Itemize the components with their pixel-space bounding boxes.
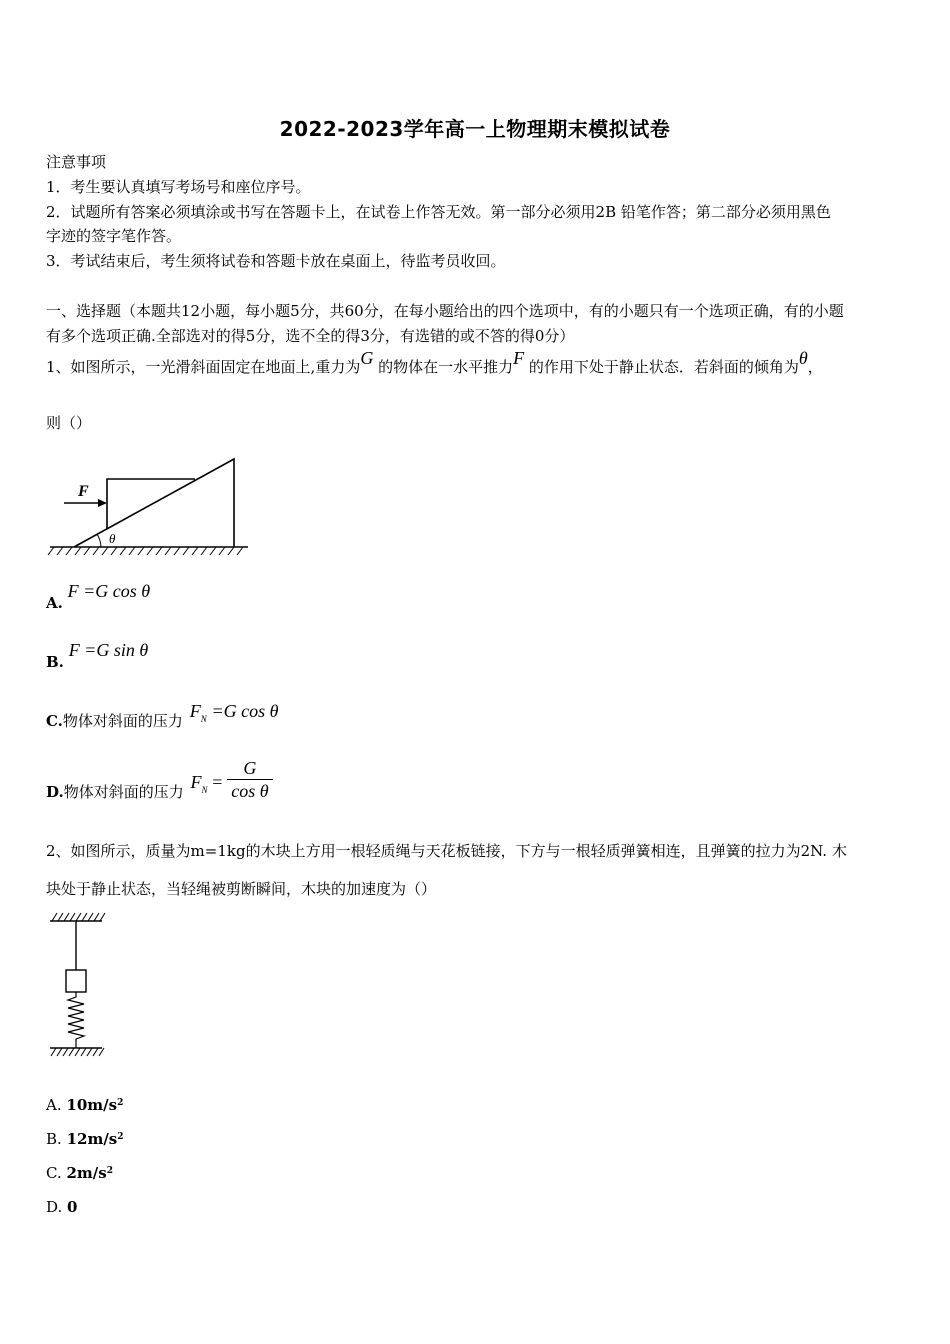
- q1-option-c-label: C.: [46, 712, 63, 730]
- section-heading-line1: 一、选择题（本题共12小题，每小题5分，共60分，在每小题给出的四个选项中，有的小题只有一个选项正确，有的小题: [46, 302, 844, 320]
- q1-option-a-label: A.: [46, 594, 63, 612]
- q1-var-g: G: [360, 348, 374, 368]
- q1-option-c-prefix: 物体对斜面的压力: [62, 712, 183, 730]
- q1-text-3: 的作用下处于静止状态．若斜面的倾角为: [528, 358, 799, 376]
- q1-var-theta: θ: [798, 348, 808, 368]
- q1-option-b-formula: F =G sin θ: [68, 640, 149, 660]
- q1-option-b[interactable]: [46, 639, 149, 671]
- q1-incline-figure: [46, 452, 256, 558]
- notice-item-3: 3．考试结束后，考生须将试卷和答题卡放在桌面上，待监考员收回。: [46, 252, 506, 270]
- q1-option-a-formula: F =G cos θ: [67, 581, 151, 601]
- q1-text-2: 的物体在一水平推力: [378, 358, 514, 376]
- q2-option-a[interactable]: [46, 1094, 123, 1116]
- q2-option-b[interactable]: [46, 1128, 124, 1150]
- q2-option-c-value: 2m/s: [66, 1164, 107, 1182]
- notice-heading: 注意事项: [46, 153, 107, 171]
- q2-option-d-label: D.: [46, 1198, 63, 1216]
- q1-option-d-fn-sub: N: [201, 784, 208, 795]
- notice-item-2: 2．试题所有答案必须填涂或书写在答题卡上，在试卷上作答无效。第一部分必须用2B 铅笔作答；第二部分必须用黑色: [46, 203, 831, 221]
- q2-option-b-value: 12m/s: [66, 1130, 118, 1148]
- q2-option-b-sup: 2: [117, 1132, 124, 1142]
- q2-option-d[interactable]: [46, 1196, 77, 1218]
- q1-option-d-denominator: cos θ: [231, 781, 269, 801]
- q2-option-c[interactable]: [46, 1162, 113, 1184]
- notice-item-1: 1．考生要认真填写考场号和座位序号。: [46, 178, 311, 196]
- q2-stem-line1: 2、如图所示，质量为m=1kg的木块上方用一根轻质绳与天花板链接，下方与一根轻质弹簧相连，且弹簧的拉力为2N. 木: [46, 842, 847, 860]
- q1-text-4: ，: [807, 358, 823, 376]
- q2-option-c-label: C.: [46, 1164, 62, 1182]
- q2-option-c-sup: 2: [106, 1166, 113, 1176]
- q1-stem: [46, 348, 823, 378]
- q2-option-d-value: 0: [67, 1198, 78, 1216]
- q1-option-d[interactable]: D.物体对斜面的压力 $F_N$ = $\frac{G}{\text{cos θ}}$: [46, 757, 273, 802]
- q1-text-1: 1、如图所示，一光滑斜面固定在地面上,重力为: [46, 358, 361, 376]
- q1-option-d-prefix: 物体对斜面的压力: [63, 782, 184, 801]
- q1-option-c-fn-sub: N: [200, 714, 207, 724]
- q2-option-a-label: A.: [46, 1096, 62, 1114]
- q1-option-a[interactable]: [46, 580, 151, 612]
- q2-option-a-sup: 2: [117, 1098, 124, 1108]
- q1-var-f: F: [513, 348, 525, 368]
- q1-stem-line2: 则（）: [46, 414, 92, 432]
- q1-figure-f-label: F: [78, 483, 89, 500]
- q1-option-d-fraction: [227, 757, 272, 802]
- q1-figure-theta-label: θ: [109, 531, 116, 546]
- q1-option-c[interactable]: [46, 700, 279, 730]
- section-heading-line2: 有多个选项正确.全部选对的得5分，选不全的得3分，有选错的或不答的得0分）: [46, 327, 575, 345]
- q1-option-d-fn: F: [190, 771, 202, 792]
- q2-spring-figure: [48, 910, 108, 1060]
- q2-option-a-value: 10m/s: [66, 1096, 118, 1114]
- q1-option-c-formula: =G cos θ: [211, 701, 279, 721]
- q1-option-b-label: B.: [46, 653, 64, 671]
- q1-option-d-label: D.: [46, 782, 64, 801]
- q2-stem-line2: 块处于静止状态，当轻绳被剪断瞬间，木块的加速度为（）: [46, 880, 437, 898]
- q1-option-c-fn: F: [189, 701, 201, 721]
- notice-item-2-cont: 字迹的签字笔作答。: [46, 227, 182, 245]
- page-title: 2022-2023学年高一上物理期末模拟试卷: [279, 117, 671, 141]
- q1-option-d-numerator: G: [227, 757, 272, 780]
- q2-option-b-label: B.: [46, 1130, 62, 1148]
